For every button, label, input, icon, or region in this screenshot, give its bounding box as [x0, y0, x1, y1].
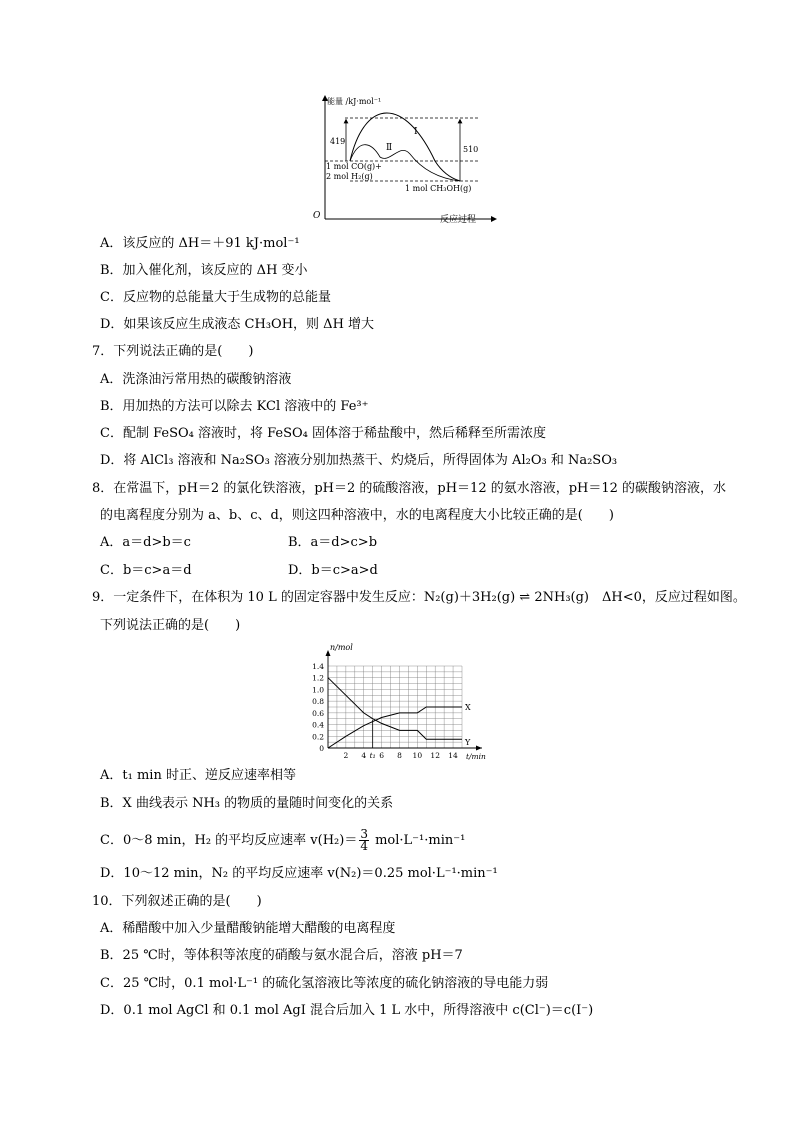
q10-option-d: D．0.1 mol AgCl 和 0.1 mol AgI 混合后加入 1 L 水中，所得溶液中 c(Cl⁻)＝c(I⁻) [100, 1003, 594, 1018]
q9-option-a: A．t₁ min 时正、逆反应速率相等 [100, 768, 296, 783]
label-curve-II: Ⅱ [386, 143, 393, 153]
label-510: 510 [463, 145, 479, 154]
series-label-X: X [465, 703, 471, 712]
q9-stem-1: 9．一定条件下，在体积为 10 L 的固定容器中发生反应：N₂(g)＋3H₂(g) ⇌ 2NH₃(g) ΔH<0，反应过程如图。 [92, 590, 746, 605]
q9-stem-2: 下列说法正确的是( ) [100, 618, 241, 633]
x-tick-label: 4 [361, 751, 367, 760]
q8-stem-1: 8．在常温下，pH＝2 的氯化铁溶液，pH＝2 的硫酸溶液，pH＝12 的氨水溶液，pH＝12 的碳酸钠溶液，水 [92, 481, 727, 496]
q9-option-c-unit: mol·L⁻¹·min⁻¹ [370, 833, 466, 848]
energy-y-label: 能量 /kJ·mol⁻¹ [327, 97, 382, 106]
q6-option-c: C．反应物的总能量大于生成物的总能量 [100, 290, 331, 305]
x-axis-arrow [476, 746, 482, 751]
q8-option-b: B．a＝d>c>b [288, 535, 378, 550]
series-line-Y [328, 678, 462, 740]
q7-option-a: A．洗涤油污常用热的碳酸钠溶液 [100, 372, 292, 387]
series-line-X [328, 707, 462, 748]
q8-option-a: A．a＝d>b＝c [100, 535, 191, 550]
fraction-denominator: 4 [360, 839, 368, 853]
q10-option-c: C．25 ℃时，0.1 mol·L⁻¹ 的硫化氢溶液比等浓度的硫化钠溶液的导电能力弱 [100, 976, 549, 991]
q6-option-a: A．该反应的 ΔH＝＋91 kJ·mol⁻¹ [100, 236, 300, 251]
q10-option-b: B．25 ℃时，等体积等浓度的硝酸与氨水混合后，溶液 pH＝7 [100, 948, 463, 963]
y-tick-label: 0.6 [312, 708, 324, 718]
label-419: 419 [330, 137, 346, 146]
reactant-label-1: 1 mol CO(g)+ [326, 162, 382, 171]
y-axis-label: n/mol [330, 643, 353, 652]
q7-option-b: B．用加热的方法可以除去 KCl 溶液中的 Fe³⁺ [100, 399, 369, 414]
fraction [359, 829, 369, 852]
x-tick-label: 10 [412, 751, 423, 760]
y-tick-label: 1.4 [312, 662, 324, 671]
q10-stem: 10．下列叙述正确的是( ) [92, 894, 262, 909]
q9-option-c-text: C．0～8 min，H₂ 的平均反应速率 v(H₂)＝ [100, 833, 358, 848]
energy-diagram [310, 92, 500, 224]
x-tick-label: 12 [430, 751, 440, 760]
q9-chart [300, 640, 496, 762]
q9-option-c [100, 824, 465, 858]
fraction-numerator: 3 [360, 827, 368, 841]
y-tick-label: 1.2 [312, 673, 324, 683]
q6-option-d: D．如果该反应生成液态 CH₃OH，则 ΔH 增大 [100, 317, 375, 332]
y-tick-label: 0.4 [312, 720, 324, 730]
series-label-Y: Y [465, 738, 471, 748]
q9-option-b: B．X 曲线表示 NH₃ 的物质的量随时间变化的关系 [100, 796, 394, 811]
reactant-label-2: 2 mol H₂(g) [326, 172, 373, 181]
q8-option-c: C．b＝c>a＝d [100, 563, 192, 578]
x-tick-label: 2 [343, 751, 349, 760]
x-tick-label: 8 [397, 751, 402, 760]
energy-origin: O [313, 211, 321, 221]
q7-option-c: C．配制 FeSO₄ 溶液时，将 FeSO₄ 固体溶于稀盐酸中，然后稀释至所需浓度 [100, 426, 547, 441]
y-tick-label: 1.0 [312, 685, 324, 695]
x-tick-label: t₁ [369, 751, 376, 760]
y-tick-label: 0.2 [312, 732, 324, 742]
product-label: 1 mol CH₃OH(g) [405, 184, 472, 193]
energy-x-label: 反应过程 [440, 215, 477, 224]
x-axis-label: t/min [466, 752, 486, 761]
q7-stem: 7．下列说法正确的是( ) [92, 344, 254, 359]
q10-option-a: A．稀醋酸中加入少量醋酸钠能增大醋酸的电离程度 [100, 921, 396, 936]
q8-option-d: D．b＝c>a>d [288, 563, 378, 578]
q8-stem-2: 的电离程度分别为 a、b、c、d，则这四种溶液中，水的电离程度大小比较正确的是( ) [100, 508, 614, 523]
q6-option-b: B．加入催化剂，该反应的 ΔH 变小 [100, 263, 308, 278]
x-tick-label: 14 [448, 751, 458, 760]
label-curve-I: Ⅰ [414, 127, 418, 137]
x-tick-label: 6 [379, 751, 384, 760]
q9-option-d: D．10～12 min，N₂ 的平均反应速率 v(N₂)＝0.25 mol·L⁻¹·min⁻¹ [100, 866, 498, 881]
y-tick-label: 0 [319, 744, 324, 753]
q7-option-d: D．将 AlCl₃ 溶液和 Na₂SO₃ 溶液分别加热蒸干、灼烧后，所得固体为 Al₂O₃ 和 Na₂SO₃ [100, 453, 618, 468]
y-tick-label: 0.8 [312, 697, 324, 707]
